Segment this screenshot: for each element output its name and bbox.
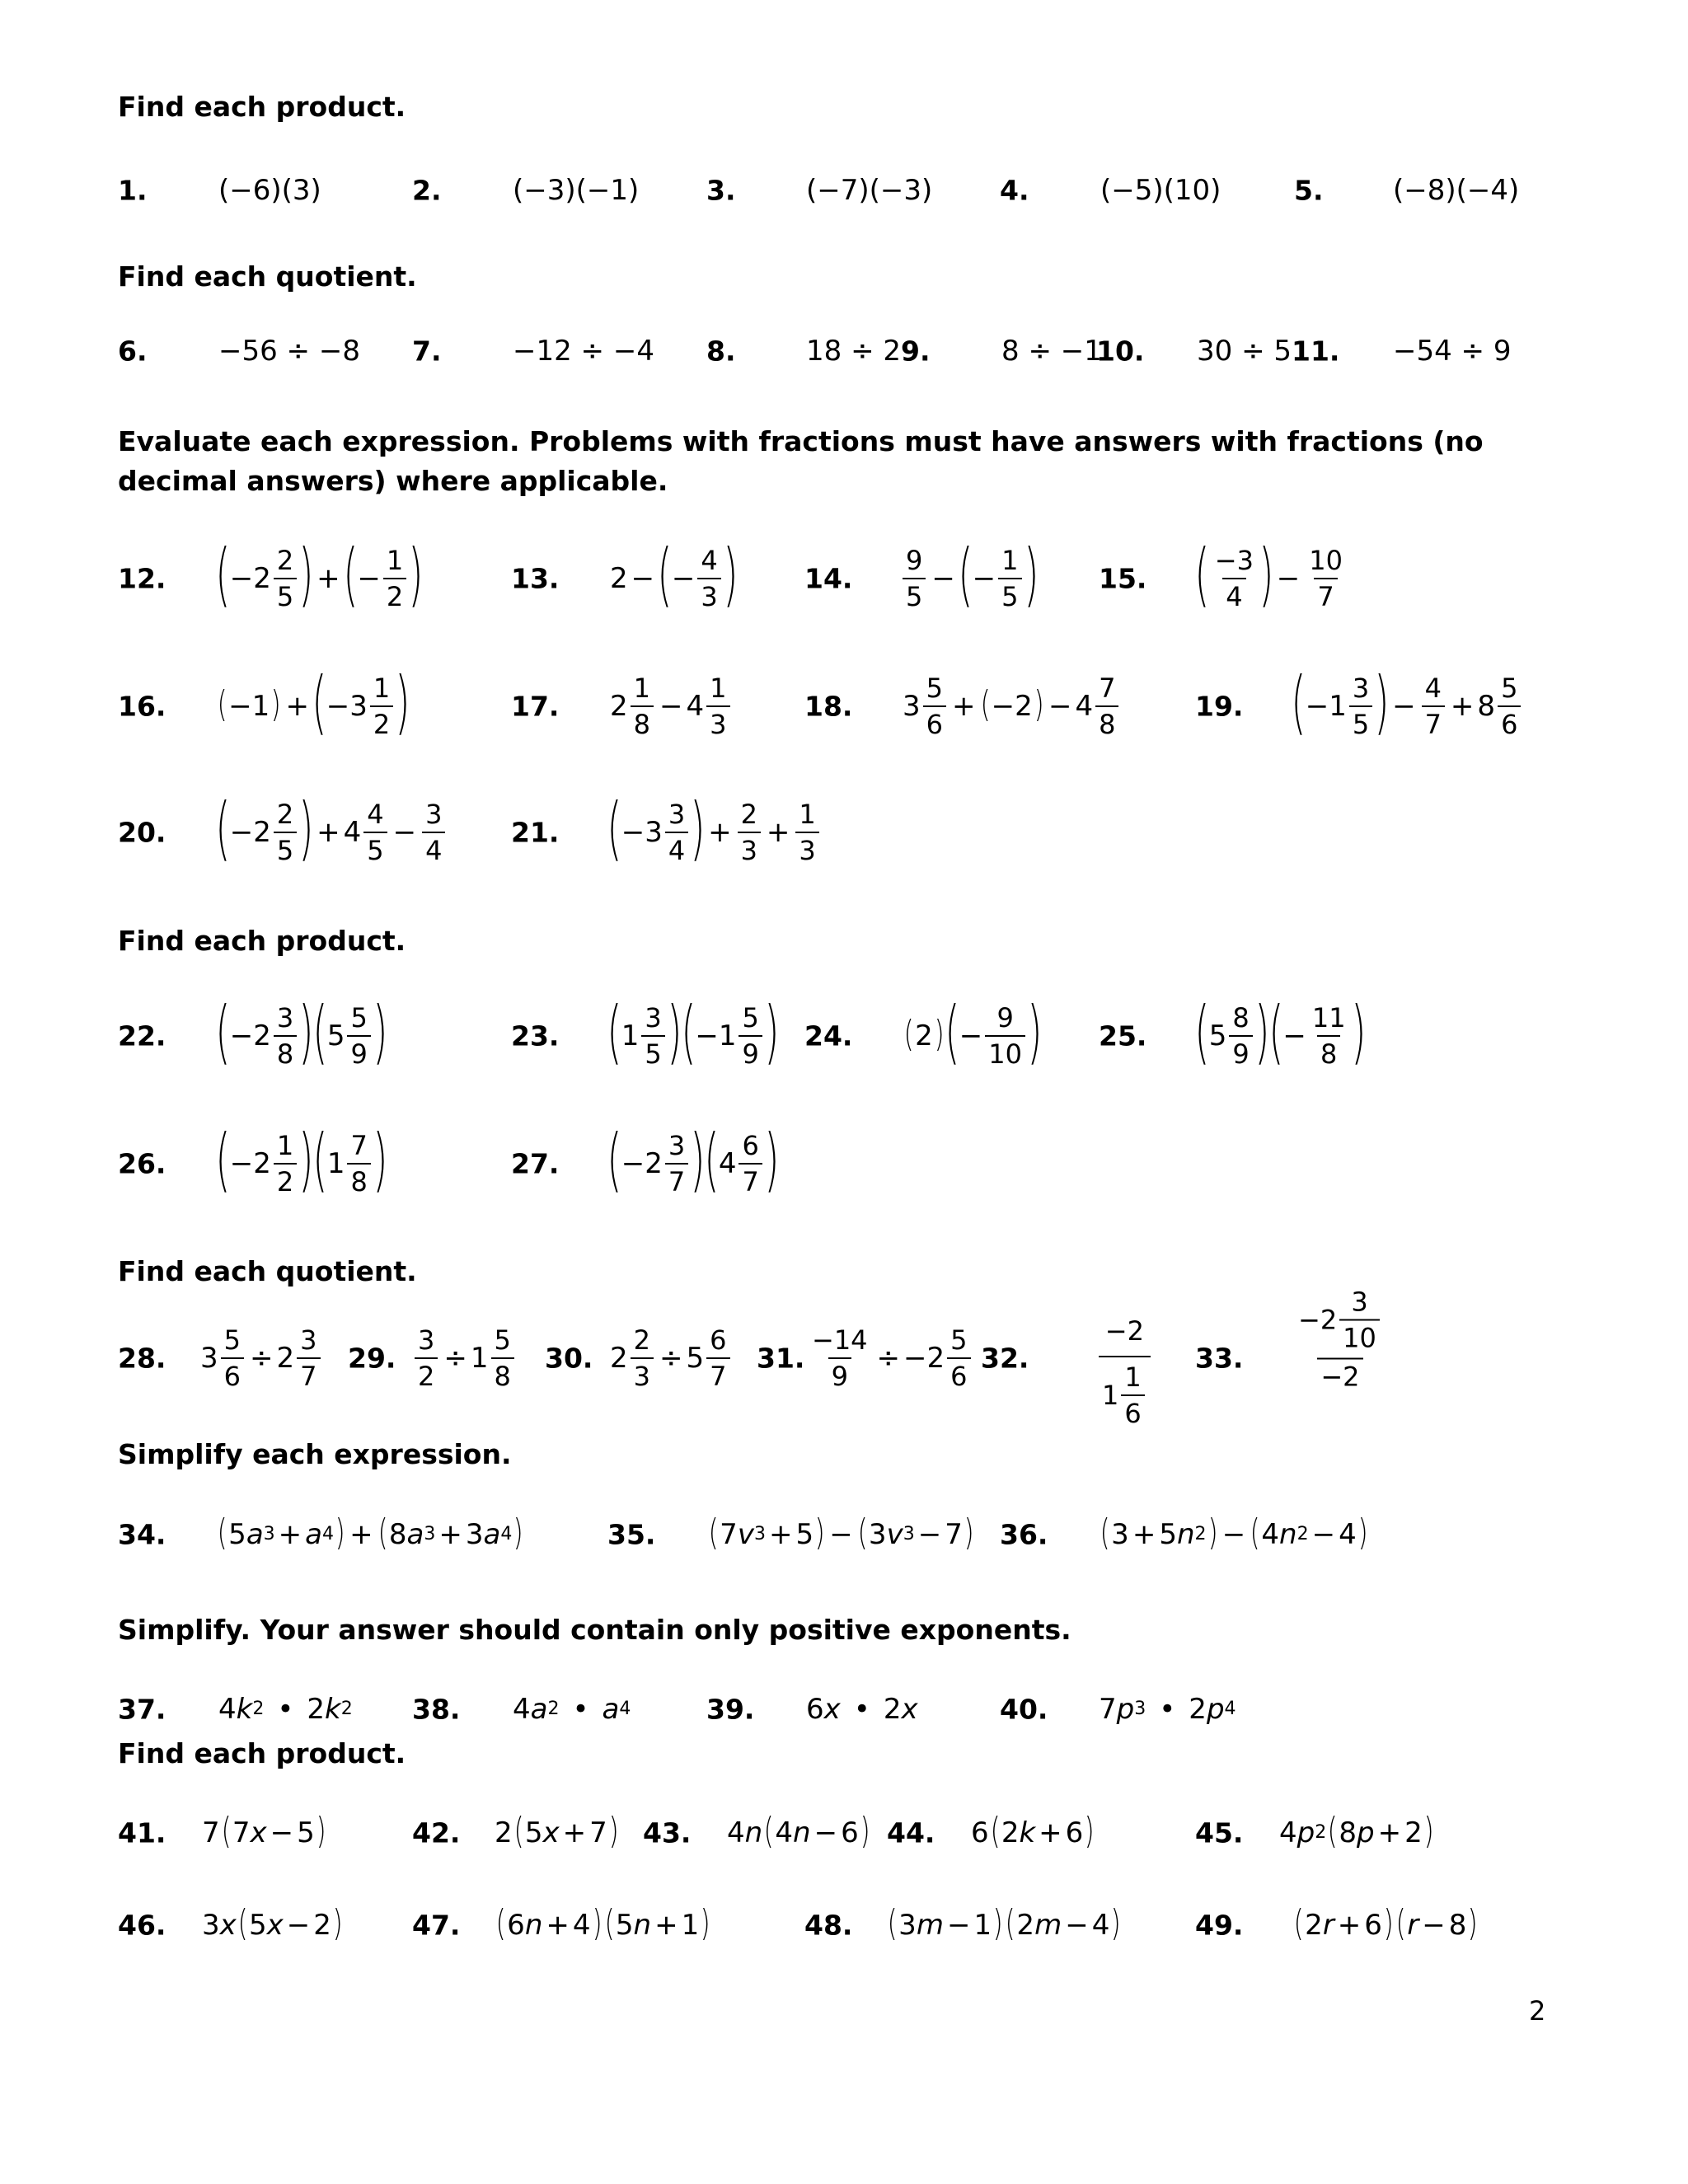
problem-number: 4.: [1000, 174, 1029, 207]
problem-number: 21.: [511, 816, 560, 849]
problem-number: 9.: [901, 335, 931, 368]
problem-number: 38.: [412, 1693, 461, 1726]
problem-expression: ( 7 v 3 + 5 ) − ( 3 v 3 − 7 ): [708, 1511, 974, 1554]
problem-number: 22.: [118, 1019, 166, 1052]
problem-number: 33.: [1195, 1342, 1244, 1375]
problem-number: 48.: [804, 1909, 853, 1942]
problem-expression: 7 ( 7 x − 5 ): [202, 1810, 326, 1852]
problem-number: 12.: [118, 562, 166, 595]
problem-number: 45.: [1195, 1816, 1244, 1849]
problem-number: 6.: [118, 335, 148, 368]
section-heading-products-2: Find each product.: [118, 925, 406, 957]
problem-number: 37.: [118, 1693, 166, 1726]
problem-number: 26.: [118, 1147, 166, 1180]
problem-expression: −56 ÷ −8: [218, 335, 360, 368]
problem-expression: ( − 2 1 2 ) ( 1 7 8 ): [215, 1119, 388, 1201]
problem-number: 46.: [118, 1909, 166, 1942]
section-heading-evaluate: Evaluate each expression. Problems with fractions must have answers with fractions (no decimal answers) where applicable.: [118, 425, 1484, 497]
problem-number: 47.: [412, 1909, 461, 1942]
problem-number: 41.: [118, 1816, 166, 1849]
problem-number: 40.: [1000, 1693, 1048, 1726]
problem-number: 35.: [607, 1518, 656, 1551]
problem-number: 43.: [643, 1816, 692, 1849]
problem-expression: $\frac{-14}{9}$ ÷ − 2 5 6: [806, 1327, 973, 1390]
problem-expression: ( − 2 2 5 ) + 4 4 5 − $\frac{3}{4}$: [216, 801, 448, 864]
problem-expression: ( − 2 2 5 ) + ( − $\frac{1}{2}$ ): [215, 534, 424, 616]
problem-expression: ( 5 8 9 ) ( − $\frac{11}{8}$ ): [1194, 991, 1366, 1073]
page-number: 2: [1529, 1995, 1546, 2027]
problem-expression: 6 x • 2 x: [806, 1693, 918, 1726]
problem-expression: 6 ( 2 k + 6 ): [971, 1810, 1095, 1852]
problem-expression: (−6)(3): [218, 174, 321, 207]
problem-number: 7.: [412, 335, 442, 368]
problem-expression: 2 $\frac{2}{3}$ ÷ 5 6 7: [610, 1327, 733, 1390]
problem-expression: ( − 2 3 7 ) ( 4 6 7 ): [607, 1119, 780, 1201]
problem-expression: (−8)(−4): [1393, 174, 1520, 207]
problem-expression: ( 2 ) ( − $\frac{9}{10}$ ): [903, 991, 1043, 1073]
problem-expression: ( 3 + 5 n 2 ) − ( 4 n 2 − 4 ): [1100, 1511, 1368, 1554]
problem-number: 30.: [545, 1342, 593, 1375]
problem-number: 28.: [118, 1342, 166, 1375]
problem-number: 17.: [511, 690, 560, 723]
problem-number: 13.: [511, 562, 560, 595]
problem-expression: 2 − ( − $\frac{4}{3}$ ): [610, 534, 738, 616]
problem-expression: 9 5 − ( − $\frac{1}{5}$ ): [900, 547, 1038, 610]
section-heading-products-1: Find each product.: [118, 91, 406, 123]
problem-number: 14.: [804, 562, 853, 595]
problem-expression: −54 ÷ 9: [1393, 335, 1512, 368]
problem-number: 36.: [1000, 1518, 1048, 1551]
problem-number: 5.: [1294, 174, 1324, 207]
problem-expression: 18 ÷ 2: [806, 335, 901, 368]
section-heading-simplify-expressions: Simplify each expression.: [118, 1438, 512, 1470]
problem-number: 16.: [118, 690, 166, 723]
problem-number: 49.: [1195, 1909, 1244, 1942]
problem-expression: 3 $\frac{5}{6}$ ÷ 2 3 7: [200, 1327, 323, 1390]
section-heading-quotients-2: Find each quotient.: [118, 1255, 417, 1287]
problem-number: 18.: [804, 690, 853, 723]
problem-expression: ( 3 m − 1 ) ( 2 m − 4 ): [887, 1902, 1121, 1944]
problem-expression: 4 a 2 • a 4: [513, 1693, 631, 1726]
problem-number: 2.: [412, 174, 442, 207]
problem-expression: (−3)(−1): [513, 174, 640, 207]
problem-expression: ( 6 n + 4 ) ( 5 n + 1 ): [495, 1902, 710, 1944]
section-heading-quotients-1: Find each quotient.: [118, 260, 417, 293]
problem-expression: 2 ( 5 x + 7 ): [495, 1810, 619, 1852]
problem-expression: ( − 1 3 5 ) − $\frac{4}{7}$ + 8 5 6: [1292, 675, 1523, 738]
problem-expression: −12 ÷ −4: [513, 335, 654, 368]
problem-expression: 4 p 2 ( 8 p + 2 ): [1279, 1810, 1434, 1852]
problem-expression: $\frac{3}{2}$ ÷ 1 5 8: [412, 1327, 517, 1390]
problem-number: 23.: [511, 1019, 560, 1052]
problem-expression: − 2 3 10 −2: [1292, 1289, 1388, 1390]
problem-expression: ( 5 a 3 + a 4 ) + ( 8 a 3 + 3 a 4 ): [217, 1511, 523, 1554]
problem-expression: (−5)(10): [1100, 174, 1221, 207]
problem-expression: 8 ÷ −1: [1001, 335, 1102, 368]
problem-expression: 7 p 3 • 2 p 4: [1099, 1693, 1236, 1726]
problem-number: 29.: [348, 1342, 396, 1375]
problem-number: 42.: [412, 1816, 461, 1849]
problem-number: 34.: [118, 1518, 166, 1551]
problem-expression: ( −3 4 ) − $\frac{10}{7}$: [1194, 534, 1343, 616]
section-heading-products-3: Find each product.: [118, 1737, 406, 1769]
problem-number: 3.: [706, 174, 736, 207]
section-heading-simplify-exponents: Simplify. Your answer should contain only positive exponents.: [118, 1614, 1071, 1646]
problem-number: 27.: [511, 1147, 560, 1180]
problem-number: 1.: [118, 174, 148, 207]
problem-number: 10.: [1096, 335, 1145, 368]
problem-expression: 30 ÷ 5: [1197, 335, 1292, 368]
problem-number: 20.: [118, 816, 166, 849]
problem-number: 44.: [887, 1816, 935, 1849]
problem-expression: 2 1 8 − 4 1 3: [610, 675, 733, 738]
problem-number: 25.: [1099, 1019, 1147, 1052]
problem-expression: ( 1 3 5 ) ( − 1 5 9 ): [607, 991, 780, 1073]
problem-expression: 4 k 2 • 2 k 2: [218, 1693, 353, 1726]
problem-number: 31.: [757, 1342, 805, 1375]
problem-expression: 4 n ( 4 n − 6 ): [727, 1810, 870, 1852]
problem-number: 11.: [1292, 335, 1340, 368]
problem-expression: ( − 2 3 8 ) ( 5 5 9 ): [215, 991, 388, 1073]
problem-expression: ( − 1 ) + ( − 3 1 2 ): [217, 662, 410, 743]
problem-number: 24.: [804, 1019, 853, 1052]
problem-expression: 3 x ( 5 x − 2 ): [202, 1902, 343, 1944]
problem-number: 39.: [706, 1693, 755, 1726]
problem-expression: ( − 3 3 4 ) + $\frac{2}{3}$ + $\frac{1}{3}$: [607, 801, 822, 864]
problem-number: 32.: [981, 1342, 1029, 1375]
problem-number: 19.: [1195, 690, 1244, 723]
problem-expression: ( 2 r + 6 ) ( r − 8 ): [1293, 1902, 1479, 1944]
problem-number: 15.: [1099, 562, 1147, 595]
problem-expression: −2 1 1 6: [1096, 1318, 1153, 1427]
problem-expression: 3 5 6 + ( − 2 ) − 4 7 8: [903, 675, 1121, 738]
problem-number: 8.: [706, 335, 736, 368]
problem-expression: (−7)(−3): [806, 174, 933, 207]
